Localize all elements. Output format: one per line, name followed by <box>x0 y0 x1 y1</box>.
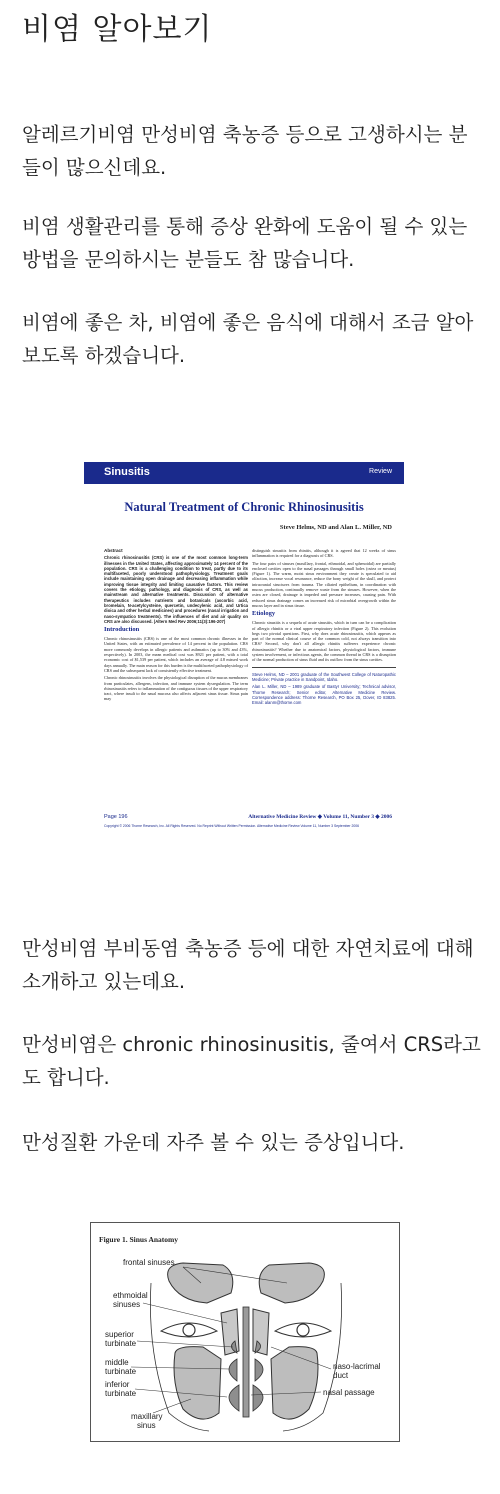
page-number: Page 196 <box>104 814 128 820</box>
paragraph-lifestyle: 비염 생활관리를 통해 증상 완화에 도움이 될 수 있는 방법을 문의하시는 분들도 참 많습니다. <box>22 215 468 271</box>
figure-caption: Figure 1. Sinus Anatomy <box>99 1235 179 1244</box>
paragraph-common: 만성질환 가운데 자주 볼 수 있는 증상입니다. <box>22 1131 405 1154</box>
middle-turbinate-right <box>255 1359 263 1381</box>
maxillary-sinus-right <box>271 1347 318 1420</box>
sinus-anatomy-diagram <box>91 1223 399 1441</box>
body-text-2: The four pairs of sinuses (maxillary, frontal, ethmoidal, and sphenoidal) are partially enclosed cavities open to the nasal passages through small holes (ostea or meatus) (Figure 1). The warm, moist sinus environment they create is speculated to aid olfaction, increase vocal resonance, reduce the bony weight of the skull, and protect intracranial structures from trauma. The ciliated epithelium, in coordination with mucus production, continually remove waste from the sinuses. However, when the ostea are closed, drainage is impeded and pressure increases, causing pain. With reduced sinus drainage comes an increased risk of microbial overgrowth within the mucus layer and in sinus tissue. <box>252 560 396 608</box>
sinus-anatomy-figure <box>90 1222 400 1442</box>
maxillary-sinus-left <box>174 1347 221 1420</box>
label-inferior-1: inferior <box>105 1380 130 1389</box>
label-superior-2: turbinate <box>105 1339 137 1348</box>
body-text-1: distinguish sinusitis from rhinitis, although it is agreed that 12 weeks of sinus inflammation is required for a diagnosis of CRS. <box>252 548 396 559</box>
iris-right <box>297 1324 309 1336</box>
label-frontal-sinuses: frontal sinuses <box>123 1258 175 1267</box>
footnote-divider <box>252 667 396 668</box>
label-middle-2: turbinate <box>105 1367 137 1376</box>
etiology-text: Chronic sinusitis is a sequela of acute sinusitis, which in turn can be a complication of allergic rhinitis or a viral upper respiratory infection (Figure 2). This evolution begs two pivotal questions. First, why does acute rhinosinusitis, which appears as part of the normal clinical course of the common cold, not always transition into CRS? Second, why don't all allergic rhinitis sufferers experience chronic rhinosinusitis? Whether due to anatomical factors, physiological factors, immune system involvement, or infectious agents, the common thread in CRS is a disruption of the normal production of sinus fluid and its outflow from the sinus cavities. <box>252 620 396 663</box>
paper-left-column <box>104 548 248 704</box>
label-nasal-passage: nasal passage <box>323 1388 375 1397</box>
band-type-label: Review <box>369 468 392 475</box>
label-nasolacrimal-2: duct <box>333 1371 349 1380</box>
frontal-sinus-right <box>259 1263 324 1303</box>
band-section-label: Sinusitis <box>104 466 150 478</box>
author-note-2: Alan L. Miller, ND – 1989 graduate of Bastyr University; Technical advisor, Thorne Research; Senior editor, Alternative Medicine Review. Correspondence address: Thorne Research, PO Box 25, Dover, ID 83825. Email: alanm@thorne.com <box>252 684 396 706</box>
iris-left <box>183 1324 195 1336</box>
inferior-turbinate-right <box>253 1385 263 1411</box>
paragraph-crs: 만성비염은 chronic rhinosinusitis, 줄여서 CRS라고도 합니다. <box>22 1033 481 1089</box>
journal-citation: Alternative Medicine Review ◆ Volume 11, Number 3 ◆ 2006 <box>248 814 392 820</box>
leader-superior <box>137 1341 233 1347</box>
introduction-text-1: Chronic rhinosinusitis (CRS) is one of the most common chronic illnesses in the United States, with an estimated prevalence of 14 percent in the population. CRS more commonly develops in allergic patients and asthmatics (up to 30% and 43%, respectively). In 2003, the mean medical cost was $921 per patient, with a total economic cost of $1,539 per patient, which includes an average of 4.8 missed work days annually. The main reason for this burden is the multifaceted pathophysiology of CRS and the subsequent lack of consistently effective treatment. <box>104 636 248 673</box>
abstract-heading: Abstract <box>104 548 123 553</box>
label-maxillary-2: sinus <box>137 1421 156 1430</box>
paragraph-intro: 알레르기비염 만성비염 축농증 등으로 고생하시는 분들이 많으신데요. <box>22 123 468 179</box>
nasal-septum <box>243 1307 249 1417</box>
introduction-heading: Introduction <box>104 626 140 634</box>
label-inferior-2: turbinate <box>105 1389 137 1398</box>
journal-band <box>84 462 404 484</box>
label-superior-1: superior <box>105 1330 134 1339</box>
frontal-sinus-left <box>168 1263 233 1303</box>
introduction-text-2: Chronic rhinosinusitis involves the physiological disruption of the mucus membranes from particulates, allergens, infection, and immune system dysregulation. The term rhinosinusitis refers to inflammation of the contiguous tissues of the upper respiratory tract, where insult to the nasal mucosa also affects adjacent sinus tissue. Sinus pain may <box>104 675 248 702</box>
paper-right-column <box>252 548 396 707</box>
author-note-1: Steve Helms, ND – 2001 graduate of the Southwest College of Naturopathic Medicine; Private practice in Sandpoint, Idaho. <box>252 671 396 682</box>
etiology-heading: Etiology <box>252 610 276 618</box>
label-middle-1: middle <box>105 1358 129 1367</box>
ethmoidal-sinus-right <box>253 1309 269 1355</box>
leader-ethmoidal <box>143 1303 227 1323</box>
abstract-text: Chronic rhinosinusitis (CRS) is one of the most common long-term illnesses in the United States, affecting approximately 14 percent of the population. CRS is a challenging condition to treat, partly due to its multifaceted, poorly understood pathophysiology. Treatment goals include maintaining open drainage and decreasing inflammation while improving tissue integrity and limiting causative factors. This review covers the etiology, pathology, and diagnosis of CRS, as well as mainstream and alternative treatments. Discussion of alternative therapeutics includes nutrients and botanicals (ascorbic acid, bromelain, N-acetylcysteine, quercetin, undecylenic acid, and Urtica dioica and other herbal medicines) and procedures (nasal irrigation and naso-sympatico treatments). The influences of diet and air quality on CRS are also discussed. (Altern Med Rev 2006;11(3):196-207) <box>104 555 248 624</box>
page-title: 비염 알아보기 <box>22 12 213 47</box>
middle-turbinate <box>229 1359 237 1381</box>
paper-authors: Steve Helms, ND and Alan L. Miller, ND <box>279 524 392 531</box>
copyright-line: Copyright © 2006 Thorne Research, Inc. All Rights Reserved. No Reprint Without Written Permission. Alternative Medicine Review Volume 11, Number 3 September 2006 <box>104 824 360 828</box>
paper-title: Natural Treatment of Chronic Rhinosinusitis <box>124 500 364 514</box>
inferior-turbinate <box>229 1385 239 1411</box>
paragraph-tea-food: 비염에 좋은 차, 비염에 좋은 음식에 대해서 조금 알아보도록 하겠습니다. <box>22 311 474 367</box>
label-ethmoidal-1: ethmoidal <box>113 1291 148 1300</box>
label-maxillary-1: maxillary <box>131 1412 163 1421</box>
label-ethmoidal-2: sinuses <box>113 1300 141 1309</box>
label-nasolacrimal-1: naso-lacrimal <box>333 1362 381 1371</box>
paragraph-natural-treatment: 만성비염 부비동염 축농증 등에 대한 자연치료에 대해 소개하고 있는데요. <box>22 937 474 993</box>
paper-image <box>84 460 404 838</box>
